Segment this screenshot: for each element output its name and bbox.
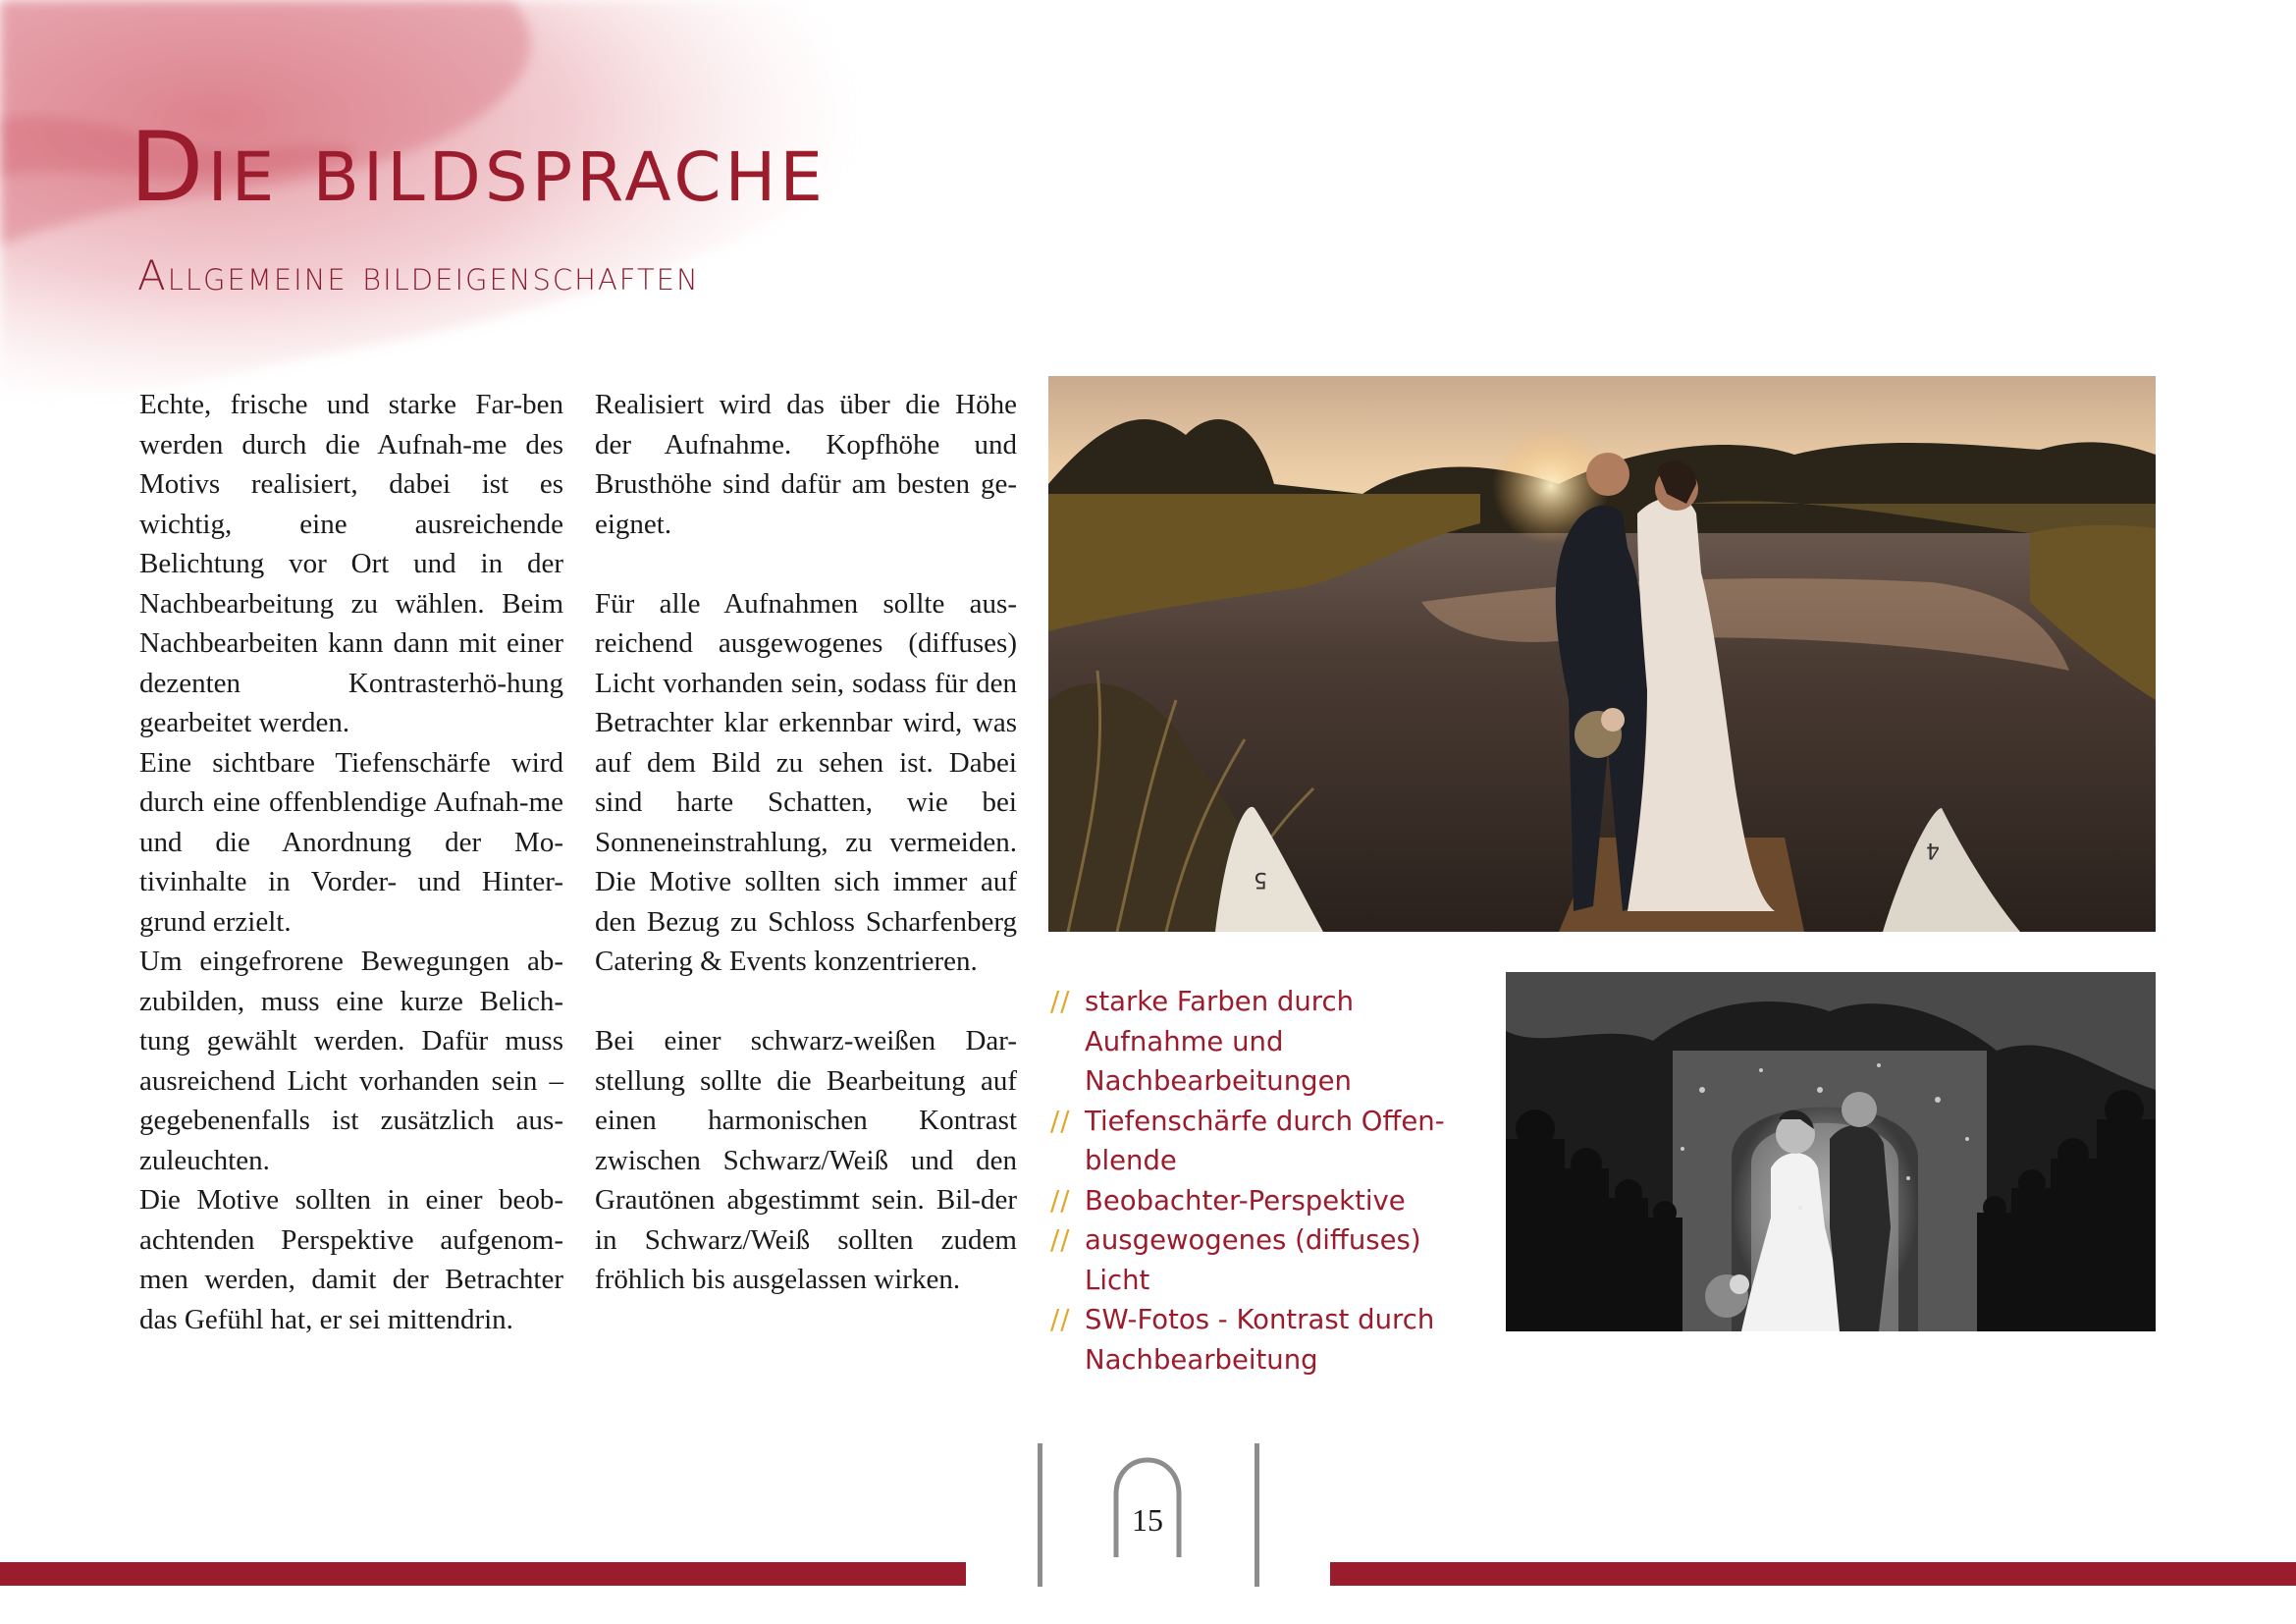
list-item: // ausgewogenes (diffuses) Licht	[1050, 1220, 1492, 1300]
paragraph: Bei einer schwarz-weißen Dar-stellung sollte die Bearbeitung auf einen harmonischen Kontrast zwischen Schwarz/Weiß und den Grautönen abgestimmt sein. Bil-der in Schwarz/Weiß sollten zudem fröhlich bis ausgelassen wirken.	[595, 1025, 1017, 1295]
list-item: // Beobachter-Perspektive	[1050, 1181, 1492, 1221]
page-title: Die bildsprache	[130, 112, 828, 224]
bullet-marker: //	[1050, 986, 1071, 1017]
list-item: // SW-Fotos - Kontrast durch Nachbearbeitung	[1050, 1300, 1492, 1380]
footer-bar-left	[0, 1562, 966, 1586]
wedding-sunset-photo	[1048, 376, 2156, 932]
boat-number-right: 4	[1926, 838, 1940, 862]
list-item: // Tiefenschärfe durch Offen-blende	[1050, 1102, 1492, 1181]
paragraph: Realisiert wird das über die Höhe der Aufnahme. Kopfhöhe und Brusthöhe sind dafür am besten ge-eignet.	[595, 389, 1017, 540]
text-column-2	[595, 385, 1017, 1300]
boat-number-left: 5	[1254, 867, 1267, 892]
paragraph: Die Motive sollten in einer beob-achtenden Perspektive aufgenom-men werden, damit der Betrachter das Gefühl hat, er sei mittendrin.	[139, 1184, 563, 1335]
paragraph: Echte, frische und starke Far-ben werden durch die Aufnah-me des Motivs realisiert, dabei ist es wichtig, eine ausreichende Belichtung vor Ort und in der Nachbearbeitung zu wählen. Beim Nachbearbeiten kann dann mit einer dezenten Kontrasterhö-hung gearbeitet werden.	[139, 389, 563, 738]
page-number: 15	[1132, 1502, 1163, 1538]
page-subtitle: Allgemeine bildeigenschaften	[137, 251, 700, 299]
list-item: // starke Farben durch Aufnahme und Nachbearbeitungen	[1050, 982, 1492, 1102]
footer-divider-right	[1255, 1443, 1259, 1587]
bullet-marker: //	[1050, 1105, 1071, 1137]
bullet-marker: //	[1050, 1224, 1071, 1256]
footer-bar-right	[1330, 1562, 2296, 1586]
paragraph: Für alle Aufnahmen sollte aus-reichend ausgewogenes (diffuses) Licht vorhanden sein, sodass für den Betrachter klar erkennbar wird, was auf dem Bild zu sehen ist. Dabei sind harte Schatten, wie bei Sonneneinstrahlung, zu vermeiden. Die Motive sollten sich immer auf den Bezug zu Schloss Scharfenberg Catering & Events konzentrieren.	[595, 587, 1017, 977]
text-column-1	[139, 385, 563, 1339]
key-points-list	[1050, 982, 1492, 1380]
wedding-bw-photo	[1506, 972, 2156, 1331]
bullet-marker: //	[1050, 1184, 1071, 1217]
paragraph: Um eingefrorene Bewegungen ab-zubilden, muss eine kurze Belich-tung gewählt werden. Dafür muss ausreichend Licht vorhanden sein – gegebenenfalls ist zusätzlich aus-zuleuchten.	[139, 946, 563, 1176]
bullet-marker: //	[1050, 1304, 1071, 1335]
paragraph: Eine sichtbare Tiefenschärfe wird durch eine offenblendige Aufnah-me und die Anordnung der Mo-tivinhalte in Vorder- und Hinter-grund erzielt.	[139, 746, 563, 938]
footer-divider-left	[1038, 1443, 1042, 1587]
